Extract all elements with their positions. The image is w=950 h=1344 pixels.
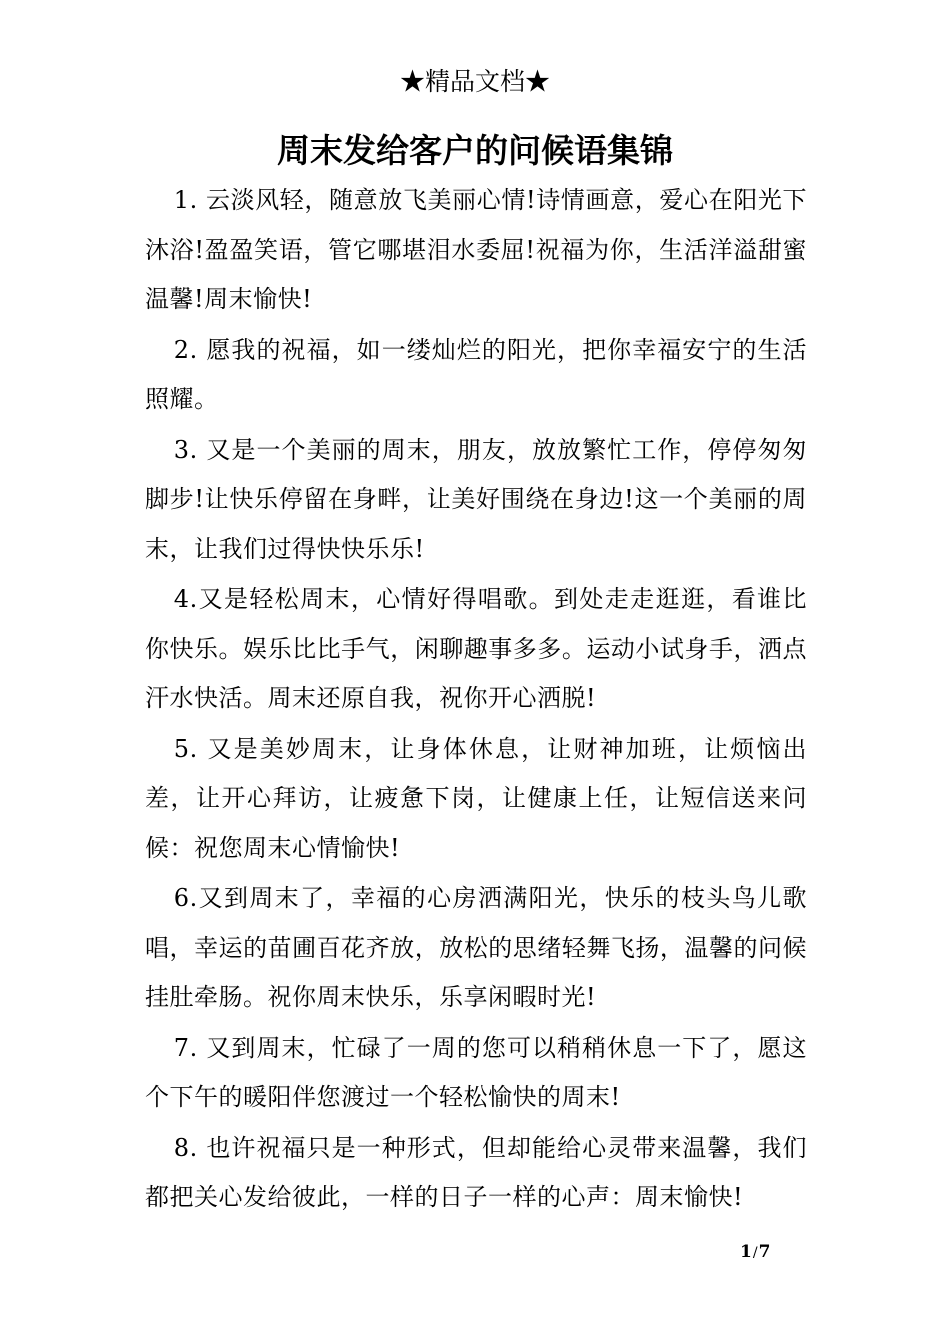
paragraph-3: 3. 又是一个美丽的周末，朋友，放放繁忙工作，停停匆匆脚步!让快乐停留在身畔，让美好围绕在身边!这一个美丽的周末，让我们过得快快乐乐!: [145, 435, 807, 563]
paragraph-6: 6.又到周末了，幸福的心房洒满阳光，快乐的枝头鸟儿歌唱，幸运的苗圃百花齐放，放松的思绪轻舞飞扬，温馨的问候挂肚牵肠。祝你周末快乐，乐享闲暇时光!: [145, 884, 807, 1011]
paragraph-8: 8. 也许祝福只是一种形式，但却能给心灵带来温馨，我们都把关心发给彼此，一样的日子一样的心声：周末愉快!: [145, 1133, 807, 1211]
header-mark: ★精品文档★: [399, 67, 550, 96]
paragraph-7: 7. 又到周末，忙碌了一周的您可以稍稍休息一下了，愿这个下午的暖阳伴您渡过一个轻松愉快的周末!: [145, 1033, 807, 1111]
document-title: 周末发给客户的问候语集锦: [277, 131, 673, 170]
paragraph-4: 4.又是轻松周末，心情好得唱歌。到处走走逛逛，看谁比你快乐。娱乐比比手气，闲聊趣事多多。运动小试身手，洒点汗水快活。周末还原自我，祝你开心洒脱!: [145, 585, 807, 712]
page-separator: /: [752, 1245, 758, 1261]
page-number: [740, 1240, 800, 1265]
paragraph-1: 1. 云淡风轻，随意放飞美丽心情!诗情画意，爱心在阳光下沐浴!盈盈笑语，管它哪堪泪水委屈!祝福为你，生活洋溢甜蜜温馨!周末愉快!: [145, 186, 807, 313]
document-body: [145, 176, 807, 1224]
page-total: 7: [758, 1242, 771, 1262]
paragraph-2: 2. 愿我的祝福，如一缕灿烂的阳光，把你幸福安宁的生活照耀。: [145, 335, 807, 413]
paragraph-5: 5. 又是美妙周末，让身体休息，让财神加班，让烦恼出差，让开心拜访，让疲惫下岗，让健康上任，让短信送来问候：祝您周末心情愉快!: [145, 734, 807, 862]
page-current: 1: [740, 1242, 752, 1262]
